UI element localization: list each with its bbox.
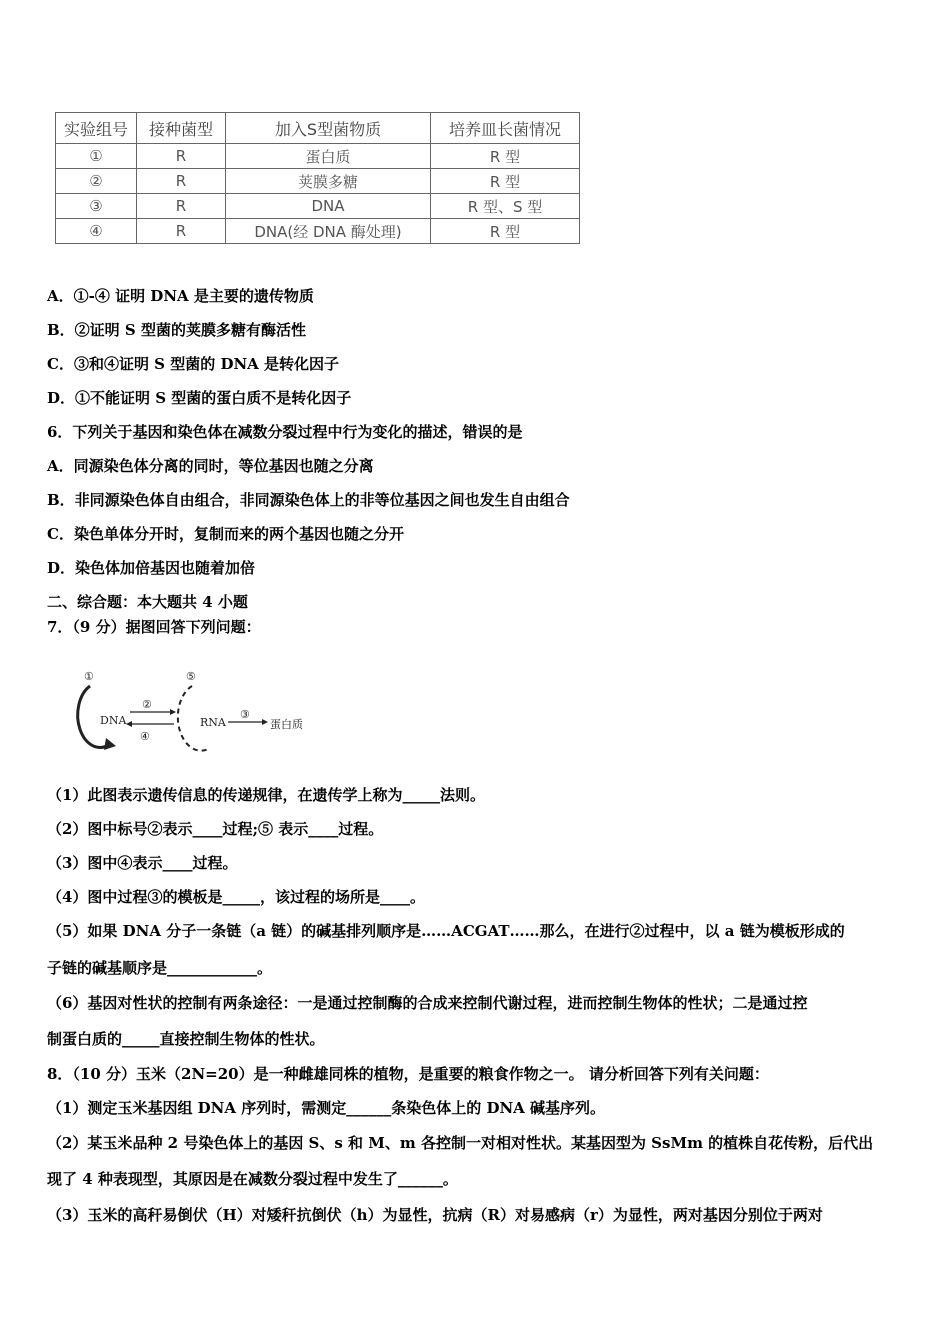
section-heading: 二、综合题：本大题共 4 小题 (47, 593, 248, 611)
table-cell: ② (56, 169, 137, 194)
q7-part-5-cont: 子链的碱基顺序是____________。 (47, 959, 273, 977)
q6-option-a: A．同源染色体分离的同时，等位基因也随之分离 (47, 457, 374, 475)
table-header-cell: 培养皿长菌情况 (431, 113, 580, 144)
arrowhead (104, 738, 116, 750)
table-cell: R (137, 144, 226, 169)
table-row (56, 169, 580, 194)
table-header-cell: 实验组号 (56, 113, 137, 144)
q7-part-1: （1）此图表示遗传信息的传递规律，在遗传学上称为_____法则。 (47, 786, 485, 804)
label-5: ⑤ (186, 670, 196, 683)
table-row (56, 144, 580, 169)
table-cell: DNA(经 DNA 酶处理) (226, 219, 431, 244)
q5-option-d: D．①不能证明 S 型菌的蛋白质不是转化因子 (47, 389, 352, 407)
protein-label: 蛋白质 (270, 718, 303, 731)
q8-part-1: （1）测定玉米基因组 DNA 序列时，需测定______条染色体上的 DNA 碱基序列。 (47, 1099, 606, 1117)
rna-label: RNA (200, 716, 226, 729)
table-cell: DNA (226, 194, 431, 219)
label-3: ③ (240, 708, 250, 721)
table-cell: ④ (56, 219, 137, 244)
q7-part-4: （4）图中过程③的模板是_____，该过程的场所是____。 (47, 888, 425, 906)
table-cell: 荚膜多糖 (226, 169, 431, 194)
table-cell: R 型、S 型 (431, 194, 580, 219)
table-row (56, 219, 580, 244)
table-cell: R 型 (431, 169, 580, 194)
q5-option-a: A．①-④ 证明 DNA 是主要的遗传物质 (47, 287, 314, 305)
table-cell: ③ (56, 194, 137, 219)
q5-option-c: C．③和④证明 S 型菌的 DNA 是转化因子 (47, 355, 340, 373)
q7-part-2: （2）图中标号②表示____过程;⑤ 表示____过程。 (47, 820, 384, 838)
q7-stem: 7．（9 分）据图回答下列问题： (47, 618, 261, 636)
q6-option-b: B．非同源染色体自由组合，非同源染色体上的非等位基因之间也发生自由组合 (47, 491, 570, 509)
q6-option-d: D．染色体加倍基因也随着加倍 (47, 559, 256, 577)
table-cell: R (137, 169, 226, 194)
q6-option-c: C．染色单体分开时，复制而来的两个基因也随之分开 (47, 525, 404, 543)
arrowhead (262, 719, 268, 725)
table-row (56, 194, 580, 219)
table-cell: R (137, 219, 226, 244)
table-cell: R 型 (431, 144, 580, 169)
q5-option-b: B．②证明 S 型菌的荚膜多糖有酶活性 (47, 321, 306, 339)
table-cell: R (137, 194, 226, 219)
arrowhead (126, 721, 132, 727)
q8-part-3: （3）玉米的高秆易倒伏（H）对矮秆抗倒伏（h）为显性，抗病（R）对易感病（r）为显性，两对基因分别位于两对 (47, 1206, 823, 1224)
q8-stem: 8．（10 分）玉米（2N=20）是一种雌雄同株的植物，是重要的粮食作物之一。 请分析回答下列有关问题： (47, 1065, 769, 1083)
table-cell: ① (56, 144, 137, 169)
q8-part-2: （2）某玉米品种 2 号染色体上的基因 S、s 和 M、m 各控制一对相对性状。某基因型为 SsMm 的植株自花传粉，后代出 (47, 1134, 874, 1152)
q7-part-6-cont: 制蛋白质的_____直接控制生物体的性状。 (47, 1030, 325, 1048)
central-dogma-diagram (60, 668, 320, 758)
q8-part-2-cont: 现了 4 种表现型，其原因是在减数分裂过程中发生了______。 (47, 1170, 458, 1188)
q7-part-6: （6）基因对性状的控制有两条途径：一是通过控制酶的合成来控制代谢过程，进而控制生物体的性状；二是通过控 (47, 994, 808, 1012)
dna-label: DNA (100, 714, 127, 727)
q7-part-3: （3）图中④表示____过程。 (47, 854, 238, 872)
table-header-cell: 加入S型菌物质 (226, 113, 431, 144)
experiment-table (55, 112, 580, 244)
table-header-row (56, 113, 580, 144)
label-4: ④ (140, 730, 150, 743)
arrowhead (170, 709, 176, 715)
q7-part-5: （5）如果 DNA 分子一条链（a 链）的碱基排列顺序是……ACGAT……那么，在进行②过程中，以 a 链为模板形成的 (47, 922, 845, 940)
table-header-cell: 接种菌型 (137, 113, 226, 144)
table-cell: 蛋白质 (226, 144, 431, 169)
label-1: ① (84, 670, 94, 683)
label-2: ② (142, 698, 152, 711)
table-cell: R 型 (431, 219, 580, 244)
q6-stem: 6．下列关于基因和染色体在减数分裂过程中行为变化的描述，错误的是 (47, 423, 523, 441)
